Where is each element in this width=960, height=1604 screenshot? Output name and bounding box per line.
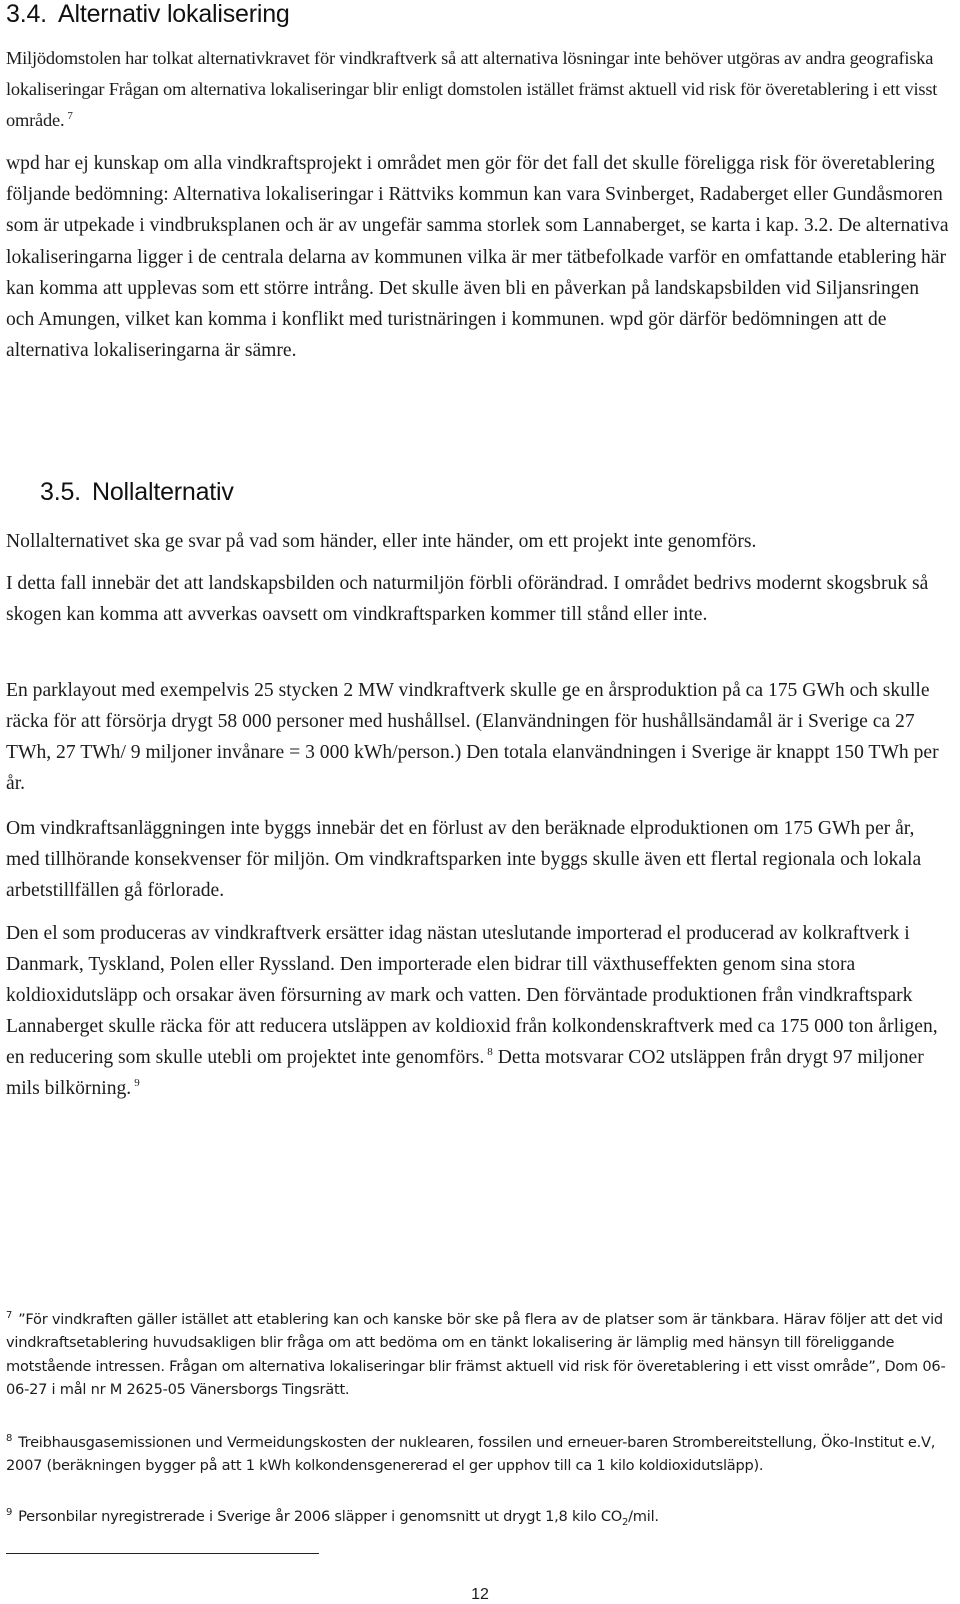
paragraph-importerad-el bbox=[6, 918, 952, 1104]
footnote-ref-8[interactable]: 8 bbox=[487, 1046, 493, 1059]
paragraph-text-continued: Detta motsvarar CO2 utsläppen från drygt 97 miljoner mils bilkörning. bbox=[6, 1047, 924, 1099]
footnote-ref-9[interactable]: 9 bbox=[134, 1077, 140, 1090]
page-number: 12 bbox=[471, 1586, 489, 1603]
paragraph-text: Miljödomstolen har tolkat alternativkravet för vindkraftverk så att alternativa lösningar inte behöver utgöras av andra geografiska lokaliseringar Frågan om alternativa lokaliseringar blir enligt domstolen istället främst aktuell vid risk för överetablering i ett visst område. bbox=[6, 48, 938, 131]
section-number: 3.5. bbox=[40, 478, 81, 506]
footnote-ref-7[interactable]: 7 bbox=[67, 110, 73, 123]
footnote-8 bbox=[6, 1431, 952, 1478]
paragraph-forlust-elproduktion: Om vindkraftsanläggningen inte byggs innebär det en förlust av den beräknade elproduktionen om 175 GWh per år, med tillhörande konsekvenser för miljön. Om vindkraftsparken inte byggs skulle även ett flertal regionala och lokala arbetstillfällen gå förlorade. bbox=[6, 818, 922, 901]
section-title: Alternativ lokalisering bbox=[58, 0, 290, 28]
paragraph-alternativkravet bbox=[6, 43, 952, 137]
footnote-text: ”För vindkraften gäller istället att etablering kan och kanske bör ske på flera av de platser som är tänkbara. Härav följer att det vid vindkraftsetablering huvudsakligen blir fråga om att bedöma om en tänkt lokalisering är lämplig med hänsyn till föreliggande motstående intressen. Frågan om alternativa lokaliseringar blir främst aktuell vid risk för överetablering i ett visst område”, Dom 06-06-27 i mål nr M 2625-05 Vänersborgs Tingsrätt. bbox=[6, 1311, 946, 1399]
footnote-text: Personbilar nyregistrerade i Sverige år 2006 släpper i genomsnitt ut drygt 1,8 kilo CO bbox=[18, 1508, 623, 1525]
paragraph-text: Den el som produceras av vindkraftverk ersätter idag nästan uteslutande importerad el producerad av kolkraftverk i Danmark, Tyskland, Polen eller Ryssland. Den importerade elen bidrar till växthuseffekten genom sina stora koldioxidutsläpp och orsakar även försurning av mark och vatten. Den förväntade produktionen från vindkraftspark Lannaberget skulle räcka för att reducera utsläppen av koldioxid från kolkondenskraftverk med ca 175 000 ton årligen, en reducering som skulle utebli om projektet inte genomförs. bbox=[6, 923, 938, 1068]
footnote-7 bbox=[6, 1308, 952, 1402]
section-heading-3-4 bbox=[6, 0, 290, 29]
section-number: 3.4. bbox=[6, 0, 47, 28]
footnote-separator bbox=[6, 1553, 319, 1554]
footnote-subscript: 2 bbox=[622, 1516, 629, 1528]
footnote-number: 9 bbox=[6, 1507, 13, 1519]
footnote-text: Treibhausgasemissionen und Vermeidungskosten der nuklearen, fossilen und erneuer-baren Strombereitstellung, Öko-Institut e.V, 2007 (beräkningen bygger på att 1 kWh kolkondensgenererad el ger upphov till ca 1 kilo koldioxidutsläpp). bbox=[6, 1434, 936, 1475]
section-title: Nollalternativ bbox=[92, 478, 234, 506]
paragraph-alternativa-lokaliseringar: wpd har ej kunskap om alla vindkraftsprojekt i området men gör för det fall det skulle föreligga risk för överetablering följande bedömning: Alternativa lokaliseringar i Rättviks kommun kan vara Svinberget, Radaberget eller Gundåsmoren som är utpekade i vindbruksplanen och är av ungefär samma storlek som Lannaberget, se karta i kap. 3.2. De alternativa lokaliseringarna ligger i de centrala delarna av kommunen vilka är mer tätbefolkade varför en omfattande etablering här kan komma att upplevas som ett större intrång. Det skulle även bli en påverkan på landskapsbilden vid Siljansringen och Amungen, vilket kan komma i konflikt med turistnäringen i kommunen. wpd gör därför bedömningen att de alternativa lokaliseringarna är sämre. bbox=[6, 153, 949, 362]
footnote-number: 8 bbox=[6, 1433, 13, 1445]
paragraph-nollalternativ-definition: Nollalternativet ska ge svar på vad som händer, eller inte händer, om ett projekt inte genomförs. bbox=[6, 531, 757, 552]
footnote-9 bbox=[6, 1505, 952, 1528]
footnote-text-end: /mil. bbox=[628, 1508, 659, 1525]
paragraph-landskapsbild: I detta fall innebär det att landskapsbilden och naturmiljön förbli oförändrad. I området bedrivs modernt skogsbruk så skogen kan komma att avverkas oavsett om vindkraftsparken kommer till stånd eller inte. bbox=[6, 573, 929, 625]
section-heading-3-5 bbox=[40, 478, 234, 507]
paragraph-arsproduktion: En parklayout med exempelvis 25 stycken 2 MW vindkraftverk skulle ge en årsproduktion på ca 175 GWh och skulle räcka för att försörja drygt 58 000 personer med hushållsel. (Elanvändningen för hushållsändamål är i Sverige ca 27 TWh, 27 TWh/ 9 miljoner invånare = 3 000 kWh/person.) Den totala elanvändningen i Sverige är knappt 150 TWh per år. bbox=[6, 680, 939, 794]
footnote-number: 7 bbox=[6, 1310, 13, 1322]
